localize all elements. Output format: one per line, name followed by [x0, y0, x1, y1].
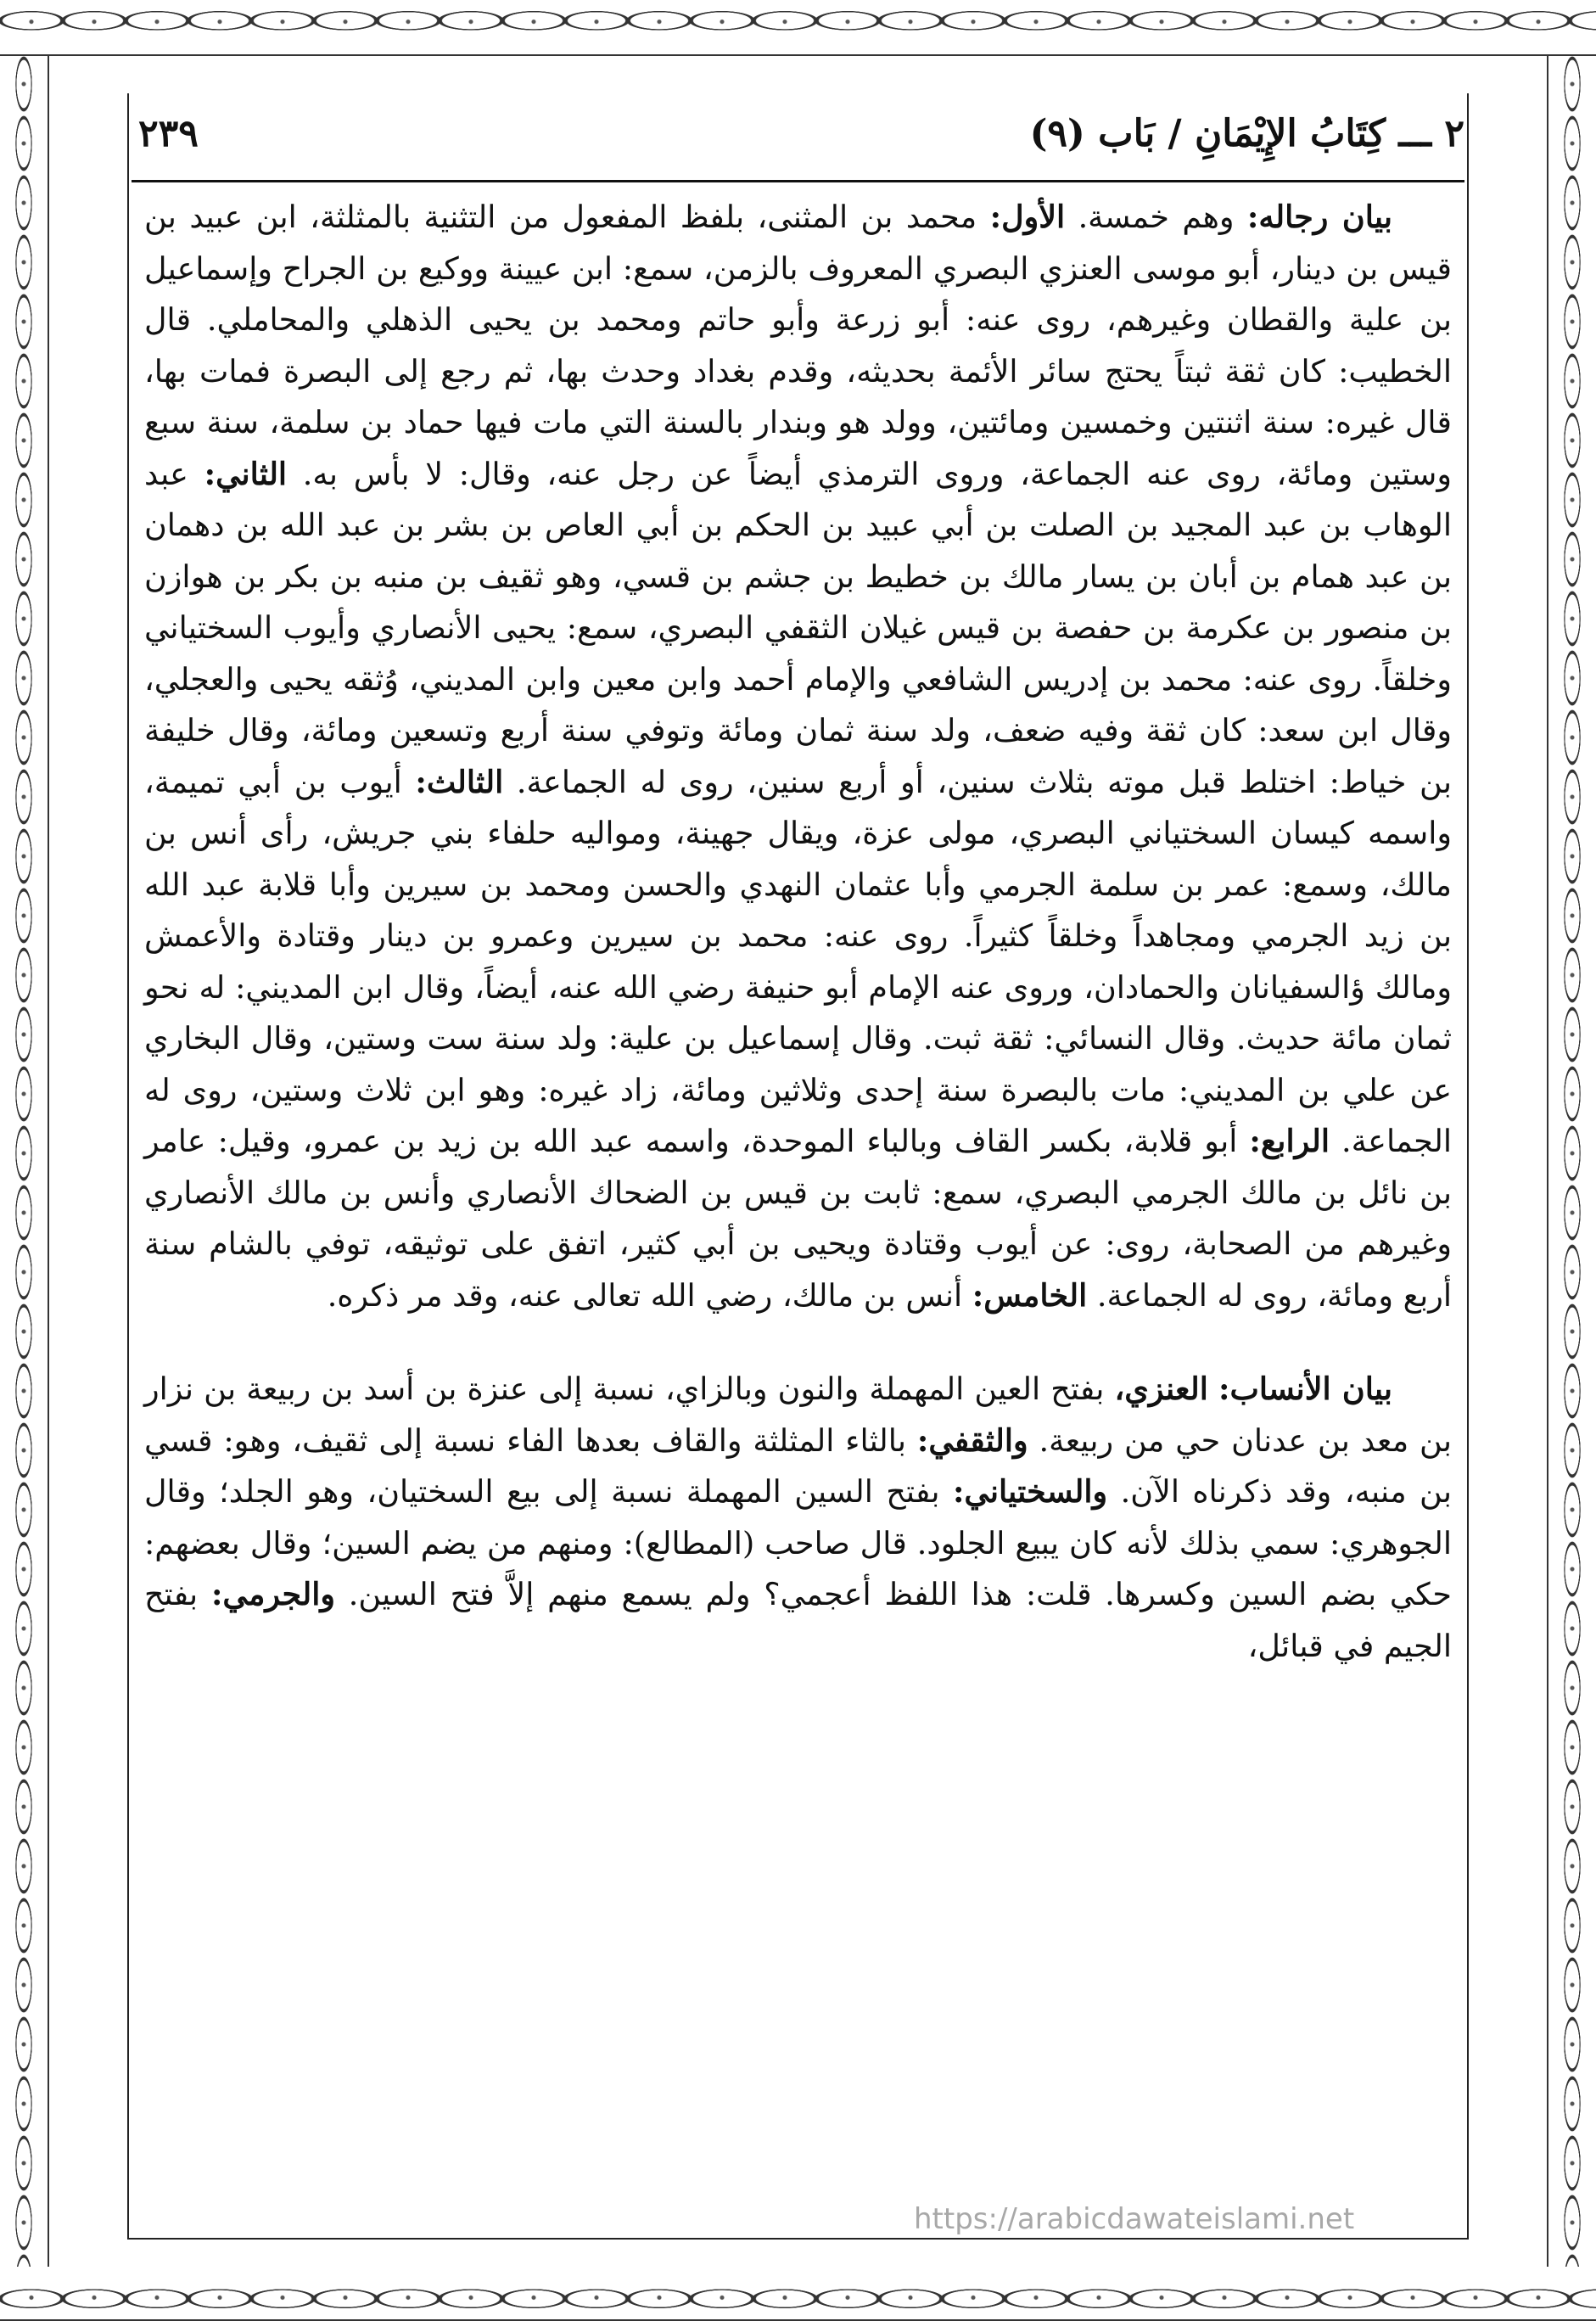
- ornamental-border-bottom: [0, 2265, 1596, 2321]
- watermark-url: https://arabicdawateislami.net: [914, 2202, 1355, 2236]
- section-heading: العنزي،: [1114, 1371, 1208, 1407]
- paragraph-text: [1208, 1371, 1218, 1407]
- section-heading: الثالث:: [415, 763, 504, 800]
- paragraph-text: محمد بن المثنى، بلفظ المفعول من التثنية بالمثلثة، ابن عبيد بن قيس بن دينار، أبو موسى العنزي البصري المعروف بالزمن، سمع: ابن عيينة ووكيع بن الجراح وإسماعيل بن علية والقطان وغيرهم، روى عنه: أبو زرعة وأبو حاتم ومحمد بن يحيى الذهلي والمحاملي. قال الخطيب: كان ثقة ثبتاً يحتج سائر الأئمة بحديثه، وقدم بغداد وحدث بها، ثم رجع إلى البصرة فمات بها، قال غيره: سنة اثنتين وخمسين ومائتين، وولد هو وبندار بالسنة التي مات فيها حماد بن سلمة، سنة سبع وستين ومائة، روى عنه الجماعة، وروى الترمذي أيضاً عن رجل عنه، وقال: لا بأس به.: [144, 199, 1452, 492]
- paragraph-text: بالثاء المثلثة والقاف بعدها الفاء نسبة إلى ثقيف، وهو: قسي بن منبه، وقد ذكرناه الآن.: [144, 1421, 1452, 1510]
- section-heading: الأول:: [989, 199, 1066, 235]
- section-heading: بيان الأنساب:: [1218, 1371, 1392, 1407]
- paragraph-text: أبو قلابة، بكسر القاف وبالباء الموحدة، واسمه عبد الله بن زيد بن عمرو، وقيل: عامر بن نائل بن مالك الجرمي البصري، سمع: ثابت بن قيس بن الضحاك الأنصاري وأنس بن مالك الأنصاري وغيرهم من الصحابة، روى: عن أيوب وقتادة ويحيى بن أبي كثير، اتفق على توثيقه، توفي بالشام سنة أربع ومائة، روى له الجماعة.: [144, 1123, 1452, 1314]
- paragraph-text: أيوب بن أبي تميمة، واسمه كيسان السختياني البصري، مولى عزة، ويقال جهينة، ومواليه حلفاء بني جريش، رأى أنس بن مالك، وسمع: عمر بن سلمة الجرمي وأبا عثمان النهدي والحسن ومحمد بن سيرين وأبا قلابة عبد الله بن زيد الجرمي ومجاهداً وخلقاً كثيراً. روى عنه: محمد بن سيرين وعمرو بن دينار وقتادة والأعمش ومالك ؤالسفيانان والحمادان، وروى عنه الإمام أبو حنيفة رضي الله عنه، أيضاً، وقال ابن المديني: له نحو ثمان مائة حديث. وقال النسائي: ثقة ثبت. وقال إسماعيل بن علية: ولد سنة ست وستين، وقال البخاري عن علي بن المديني: مات بالبصرة سنة إحدى وثلاثين ومائة، زاد غيره: وهو ابن ثلاث وستين، روى له الجماعة.: [144, 763, 1452, 1159]
- body-paragraph: [144, 192, 1452, 1321]
- page-body: [144, 192, 1452, 1672]
- section-heading: الخامس:: [972, 1276, 1088, 1314]
- section-heading: الثاني:: [204, 455, 288, 492]
- ornamental-border-left: [0, 54, 49, 2267]
- paragraph-text: أنس بن مالك، رضي الله تعالى عنه، وقد مر ذكره.: [327, 1276, 972, 1314]
- paragraph-text: بفتح العين المهملة والنون وبالزاي، نسبة إلى عنزة بن أسد بن ربيعة بن نزار بن معد بن عدنان حي من ربيعة.: [144, 1371, 1452, 1459]
- page-header: [132, 104, 1464, 182]
- paragraph-text: وهم خمسة.: [1065, 199, 1247, 235]
- ornamental-border-right: [1547, 54, 1596, 2267]
- section-heading: الرابع:: [1249, 1123, 1330, 1159]
- paragraph-text: بفتح السين المهملة نسبة إلى بيع السختيان، وهو الجلد؛ وقال الجوهري: سمي بذلك لأنه كان يبيع الجلود. قال صاحب (المطالع): ومنهم من يضم السين؛ وقال بعضهم: حكي بضم السين وكسرها. قلت: هذا اللفظ أعجمي؟ ولم يسمع منهم إلاَّ فتح السين.: [144, 1473, 1452, 1612]
- paragraph-text: بفتح الجيم في قبائل،: [144, 1576, 1452, 1664]
- body-paragraph: [144, 1364, 1452, 1672]
- ornamental-border-top: [0, 0, 1596, 56]
- section-heading: والثقفي:: [916, 1421, 1028, 1459]
- section-heading: والسختياني:: [952, 1473, 1108, 1510]
- section-heading: بيان رجاله:: [1246, 199, 1392, 235]
- page-number: ٢٣٩: [138, 112, 199, 155]
- running-title: ٢ ـــ كِتَابُ الإِيْمَانِ / بَاب (٩): [1029, 112, 1464, 155]
- paragraph-text: عبد الوهاب بن عبد المجيد بن الصلت بن أبي عبيد بن الحكم بن أبي العاص بن بشر بن عبد الله بن دهمان بن عبد همام بن أبان بن يسار مالك بن خطيط بن جشم بن قسي، وهو ثقيف بن منبه بن بكر بن هوازن بن منصور بن عكرمة بن حفصة بن قيس غيلان الثقفي البصري، سمع: يحيى الأنصاري وأيوب السختياني وخلقاً. روى عنه: محمد بن إدريس الشافعي والإمام أحمد وابن معين وابن المديني، وُثقه يحيى والعجلي، وقال ابن سعد: كان ثقة وفيه ضعف، ولد سنة ثمان ومائة وتوفي سنة أربع وتسعين ومائة، وقال خليفة بن خياط: اختلط قبل موته بثلاث سنين، أو أربع سنين، روى له الجماعة.: [144, 455, 1452, 800]
- section-heading: والجرمي:: [210, 1576, 335, 1612]
